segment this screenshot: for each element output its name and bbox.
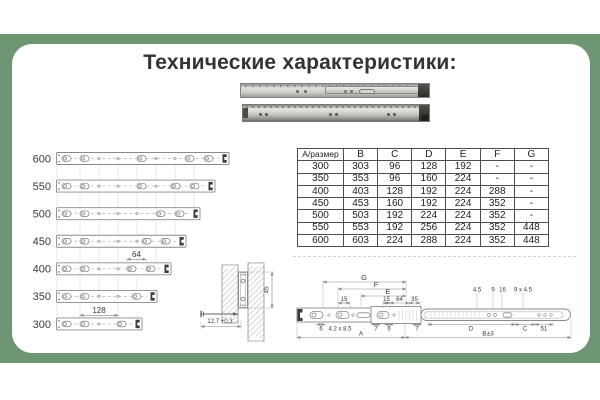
table-cell: 450 [298,198,344,210]
corner-notch [422,115,428,120]
dim-label-45: 45 [263,286,271,294]
rail-length-label: 350 [32,291,51,304]
rail-row [33,235,186,248]
table-cell: - [514,198,548,210]
table-cell: 448 [514,222,548,234]
table-cell: 288 [480,185,514,197]
rail-row [33,208,200,221]
table-cell: 553 [344,222,378,234]
table-cell: 192 [446,161,480,173]
table-cell: 400 [298,185,344,197]
table-row [298,173,549,185]
dim-label-9: 9 [491,287,495,294]
dim-label-4-5: 4.5 [472,287,482,294]
table-cell: 128 [412,161,446,173]
slide-photo-closed [242,104,430,122]
table-cell: 352 [480,198,514,210]
table-cell: 224 [446,235,480,247]
rail-length-label: 450 [32,236,51,249]
table-cell: 224 [412,210,446,222]
table-cell: 288 [412,235,446,247]
dim-label-9x45: 9 x 4.5 [513,287,533,294]
table-row [298,222,549,234]
dim-label-6-left: 6 [319,326,323,333]
column-header: E [446,149,480,161]
rail-row [33,180,215,193]
table-cell: 550 [298,222,344,234]
spec-table-body [298,161,549,247]
end-cap [418,84,429,97]
table-cell: 224 [446,185,480,197]
rail-row [33,153,229,166]
dim-label-128: 128 [92,305,106,315]
rail-length-label: 550 [32,180,51,193]
rail-row [33,290,157,303]
dim-label-d: D [468,326,474,333]
table-cell: 224 [446,222,480,234]
table-cell: 192 [378,210,412,222]
rail-row [33,263,171,276]
spec-table [297,148,549,247]
table-cell: 352 [480,222,514,234]
end-tab [243,108,248,118]
table-cell: 224 [446,210,480,222]
rail-length-label: 500 [32,208,51,221]
table-cell: 224 [446,198,480,210]
table-cell: - [480,161,514,173]
rail-row [33,318,142,331]
table-cell: 160 [378,198,412,210]
table-cell: 503 [344,210,378,222]
table-cell: - [514,185,548,197]
table-row [298,161,549,173]
spec-table-head [298,149,549,161]
table-cell: 300 [298,161,344,173]
dim-label-e: E [385,287,391,296]
table-row [298,198,549,210]
table-cell: 500 [298,210,344,222]
table-cell: - [514,173,548,185]
table-cell: 448 [514,235,548,247]
dim-label-15: 15 [383,296,390,303]
table-cell: 192 [412,198,446,210]
dim-label-a: A [358,330,364,338]
table-cell: 603 [344,235,378,247]
slide-outline [297,307,571,324]
column-header: F [480,149,514,161]
mounting-holes [296,90,299,93]
dim-label-15-left: 15 [340,296,348,303]
dim-label-f: F [373,280,379,289]
dim-label-slot-size: 4.2 x 8.5 [328,326,352,333]
dim-label-16: 16 [499,287,506,294]
extended-dims [297,273,571,339]
table-cell: 600 [298,235,344,247]
table-cell: 353 [344,173,378,185]
table-cell: - [480,173,514,185]
dim-label-51: 51 [540,326,548,333]
rail-length-label: 400 [32,263,51,276]
dim-label-64: 64 [396,296,403,303]
column-header: B [344,149,378,161]
column-header: G [514,149,548,161]
table-cell: - [514,210,548,222]
table-cell: 96 [378,173,412,185]
table-row [298,235,549,247]
table-cell: 350 [298,173,344,185]
table-row [298,185,549,197]
page-title: Технические характеристики: [143,51,457,74]
table-cell: 352 [480,210,514,222]
column-header: D [412,149,446,161]
table-cell: 160 [412,173,446,185]
table-cell: 256 [412,222,446,234]
dim-label-7b: 7 [415,326,419,333]
extended-slide-drawing [293,260,578,352]
column-header: C [378,149,412,161]
column-header: А/размер [298,149,344,161]
product-photo [240,83,432,123]
slide-section [239,272,248,308]
table-cell: 192 [378,222,412,234]
dim-label-64: 64 [132,249,141,259]
table-cell: 224 [378,235,412,247]
slide-photo-extended [240,83,430,98]
dim-label-g: G [361,273,367,282]
table-cell: 352 [480,235,514,247]
rivet-row [246,106,417,108]
dim-label-12-7: 12,7 +0,3 [207,319,233,325]
rail-length-label: 300 [32,318,51,331]
dim-label-7a: 7 [374,326,378,333]
cross-section-drawing [198,258,300,348]
table-row [298,210,549,222]
construction-line [293,256,576,257]
table-cell: 128 [378,185,412,197]
table-cell: - [514,161,548,173]
dim-label-35: 35 [411,296,418,303]
table-cell: 96 [378,161,412,173]
table-cell: 224 [446,173,480,185]
mounting-holes [259,113,262,116]
table-cell: 303 [344,161,378,173]
table-cell: 403 [344,185,378,197]
table-cell: 192 [412,185,446,197]
rail-length-label: 600 [32,153,51,166]
dim-label-b: B±3 [482,330,494,338]
table-cell: 453 [344,198,378,210]
dim-label-6b: 6 [387,326,391,333]
dim-label-c: C [522,326,528,333]
slot-hole [359,89,375,94]
